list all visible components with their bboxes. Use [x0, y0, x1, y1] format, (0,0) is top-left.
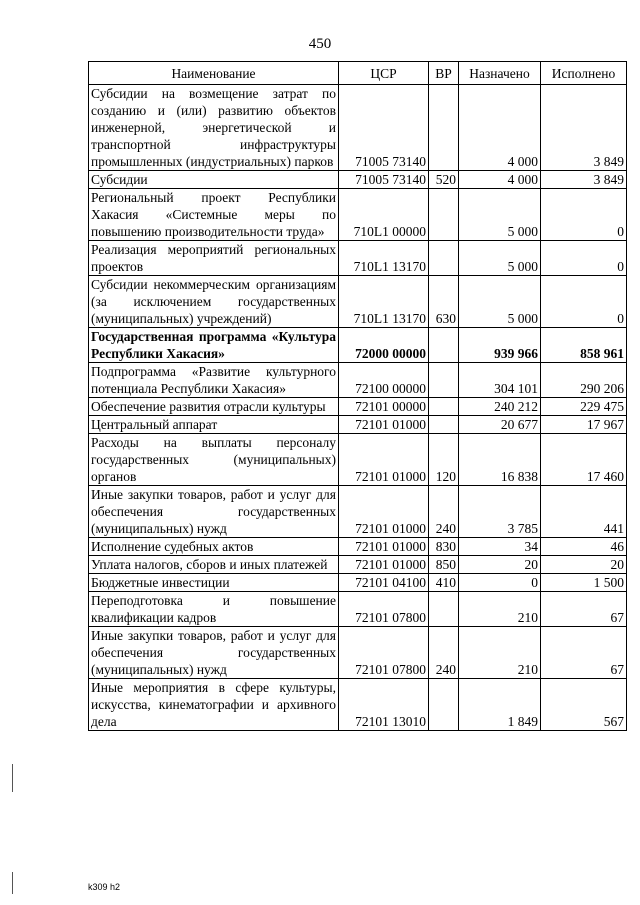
cell-csr: 710L1 00000 [339, 189, 429, 241]
cell-csr: 72101 01000 [339, 416, 429, 434]
cell-assigned: 210 [459, 592, 541, 627]
cell-assigned: 3 785 [459, 486, 541, 538]
cell-vr: 120 [429, 434, 459, 486]
table-row [89, 679, 627, 731]
header-executed: Исполнено [541, 62, 627, 85]
table-row [89, 276, 627, 328]
cell-assigned: 210 [459, 627, 541, 679]
cell-assigned: 20 [459, 556, 541, 574]
cell-name: Подпрограмма «Развитие культурного потенциала Республики Хакасия» [89, 363, 339, 398]
cell-name: Иные закупки товаров, работ и услуг для обеспечения государственных (муниципальных) нужд [89, 486, 339, 538]
cell-name: Иные мероприятия в сфере культуры, искусства, кинематографии и архивного дела [89, 679, 339, 731]
table-row [89, 398, 627, 416]
table-row [89, 627, 627, 679]
cell-vr: 850 [429, 556, 459, 574]
cell-executed: 3 849 [541, 85, 627, 171]
cell-assigned: 34 [459, 538, 541, 556]
cell-assigned: 1 849 [459, 679, 541, 731]
header-csr: ЦСР [339, 62, 429, 85]
cell-csr: 72101 00000 [339, 398, 429, 416]
cell-csr: 72100 00000 [339, 363, 429, 398]
cell-executed: 441 [541, 486, 627, 538]
table-row [89, 434, 627, 486]
cell-assigned: 5 000 [459, 241, 541, 276]
cell-csr: 710L1 13170 [339, 241, 429, 276]
table-row [89, 486, 627, 538]
cell-executed: 67 [541, 627, 627, 679]
cell-csr: 72101 01000 [339, 538, 429, 556]
cell-name: Субсидии на возмещение затрат по созданию и (или) развитию объектов инженерной, энергетической и транспортной инфраструктуры промышленных (индустриальных) парков [89, 85, 339, 171]
cell-name: Субсидии некоммерческим организациям (за исключением государственных (муниципальных) учреждений) [89, 276, 339, 328]
cell-name: Обеспечение развития отрасли культуры [89, 398, 339, 416]
table-row [89, 574, 627, 592]
margin-mark [12, 872, 13, 894]
cell-executed: 1 500 [541, 574, 627, 592]
cell-name: Субсидии [89, 171, 339, 189]
cell-executed: 17 967 [541, 416, 627, 434]
cell-assigned: 5 000 [459, 189, 541, 241]
cell-csr: 710L1 13170 [339, 276, 429, 328]
cell-csr: 71005 73140 [339, 171, 429, 189]
cell-vr [429, 398, 459, 416]
cell-vr [429, 363, 459, 398]
cell-executed: 858 961 [541, 328, 627, 363]
cell-executed: 567 [541, 679, 627, 731]
cell-vr [429, 241, 459, 276]
table-row [89, 416, 627, 434]
margin-mark [12, 764, 13, 792]
cell-csr: 72000 00000 [339, 328, 429, 363]
cell-name: Уплата налогов, сборов и иных платежей [89, 556, 339, 574]
cell-name: Исполнение судебных актов [89, 538, 339, 556]
table-row [89, 363, 627, 398]
header-vr: ВР [429, 62, 459, 85]
page-number: 450 [308, 36, 332, 52]
cell-assigned: 16 838 [459, 434, 541, 486]
cell-executed: 67 [541, 592, 627, 627]
cell-csr: 71005 73140 [339, 85, 429, 171]
cell-vr: 240 [429, 486, 459, 538]
cell-csr: 72101 01000 [339, 556, 429, 574]
cell-csr: 72101 07800 [339, 592, 429, 627]
cell-name: Иные закупки товаров, работ и услуг для обеспечения государственных (муниципальных) нужд [89, 627, 339, 679]
table-header-row [89, 62, 627, 85]
cell-assigned: 240 212 [459, 398, 541, 416]
table-row [89, 85, 627, 171]
cell-name: Реализация мероприятий региональных проектов [89, 241, 339, 276]
cell-assigned: 304 101 [459, 363, 541, 398]
table-row [89, 592, 627, 627]
cell-csr: 72101 01000 [339, 486, 429, 538]
cell-vr [429, 416, 459, 434]
cell-vr: 240 [429, 627, 459, 679]
cell-executed: 17 460 [541, 434, 627, 486]
header-assigned: Назначено [459, 62, 541, 85]
cell-assigned: 5 000 [459, 276, 541, 328]
cell-vr: 520 [429, 171, 459, 189]
cell-vr [429, 85, 459, 171]
table-row [89, 538, 627, 556]
cell-executed: 0 [541, 189, 627, 241]
cell-vr [429, 328, 459, 363]
cell-executed: 20 [541, 556, 627, 574]
cell-executed: 229 475 [541, 398, 627, 416]
cell-csr: 72101 04100 [339, 574, 429, 592]
cell-name: Региональный проект Республики Хакасия «Системные меры по повышению производительности труда» [89, 189, 339, 241]
cell-assigned: 4 000 [459, 171, 541, 189]
cell-vr: 830 [429, 538, 459, 556]
table-row [89, 241, 627, 276]
footer-code: k309 h2 [88, 882, 121, 892]
cell-name: Бюджетные инвестиции [89, 574, 339, 592]
cell-name: Переподготовка и повышение квалификации кадров [89, 592, 339, 627]
cell-assigned: 20 677 [459, 416, 541, 434]
cell-vr [429, 679, 459, 731]
table-row [89, 189, 627, 241]
cell-executed: 0 [541, 241, 627, 276]
cell-name: Расходы на выплаты персоналу государственных (муниципальных) органов [89, 434, 339, 486]
cell-executed: 0 [541, 276, 627, 328]
budget-table [88, 61, 627, 731]
cell-csr: 72101 13010 [339, 679, 429, 731]
header-name: Наименование [89, 62, 339, 85]
table-row [89, 328, 627, 363]
cell-csr: 72101 07800 [339, 627, 429, 679]
table-body [89, 85, 627, 731]
table-row [89, 556, 627, 574]
cell-executed: 46 [541, 538, 627, 556]
cell-executed: 3 849 [541, 171, 627, 189]
cell-assigned: 4 000 [459, 85, 541, 171]
table-row [89, 171, 627, 189]
cell-assigned: 939 966 [459, 328, 541, 363]
cell-name: Государственная программа «Культура Республики Хакасия» [89, 328, 339, 363]
cell-vr: 630 [429, 276, 459, 328]
cell-vr [429, 189, 459, 241]
cell-csr: 72101 01000 [339, 434, 429, 486]
cell-vr [429, 592, 459, 627]
cell-vr: 410 [429, 574, 459, 592]
cell-assigned: 0 [459, 574, 541, 592]
cell-executed: 290 206 [541, 363, 627, 398]
cell-name: Центральный аппарат [89, 416, 339, 434]
